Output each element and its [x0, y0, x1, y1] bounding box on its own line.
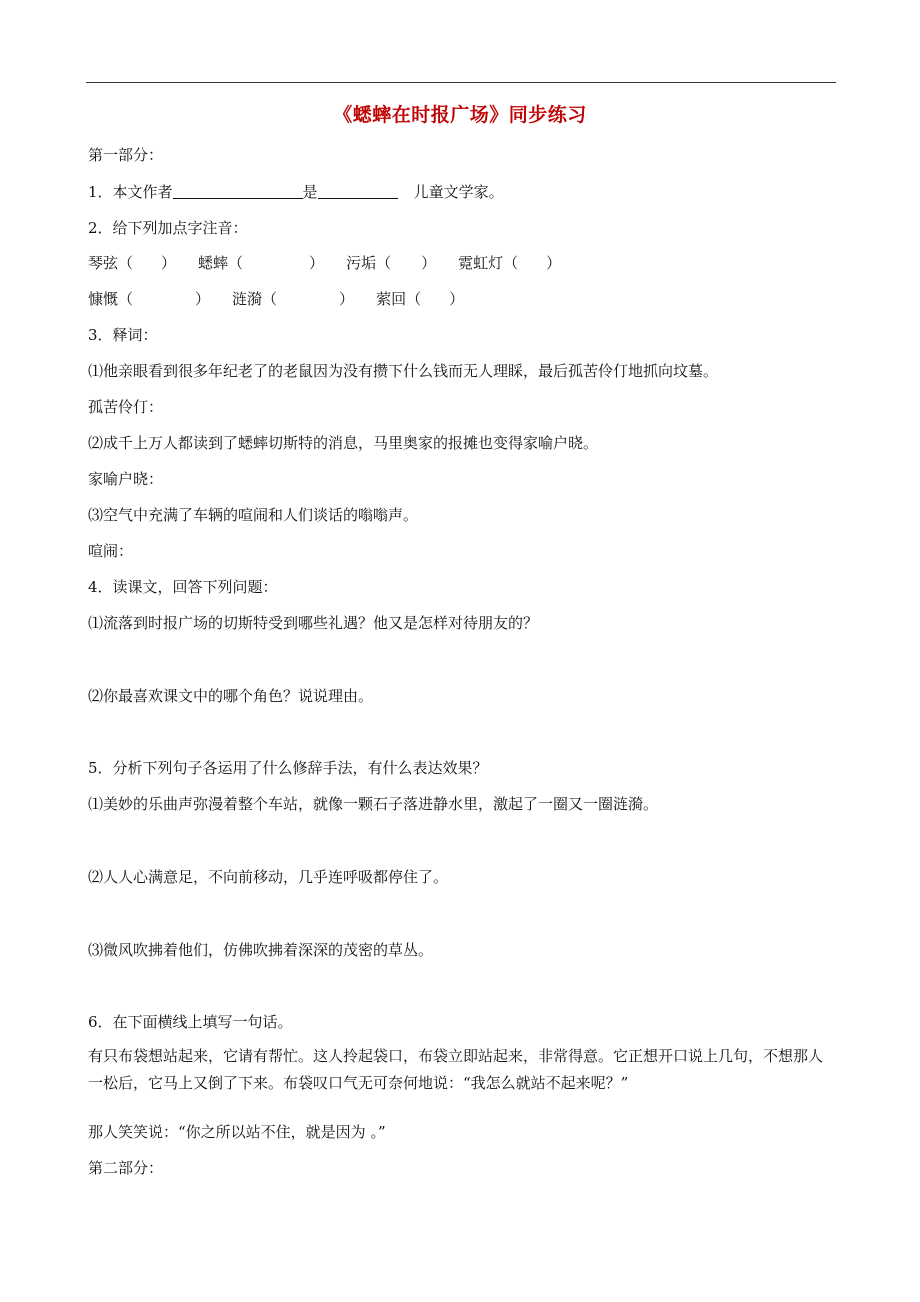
q5-sentence-2: ⑵人人心满意足，不向前移动，几乎连呼吸都停住了。: [88, 868, 449, 886]
question-2-row-2: 慷慨（ ） 涟漪（ ） 萦回（ ）: [88, 290, 465, 308]
q2-word-kangkai: 慷慨（: [88, 290, 134, 308]
q1-suffix: 儿童文学家。: [413, 183, 504, 201]
q1-nationality-blank[interactable]: [318, 182, 398, 199]
q3-word-1: 孤苦伶仃：: [88, 398, 164, 416]
question-2-label: 2．给下列加点字注音：: [88, 219, 248, 237]
q4-sentence-1: ⑴流落到时报广场的切斯特受到哪些礼遇？他又是怎样对待朋友的？: [88, 614, 539, 632]
q5-sentence-1: ⑴美妙的乐曲声弥漫着整个车站，就像一颗石子落进静水里，激起了一圈又一圈涟漪。: [88, 795, 659, 813]
header-rule: [86, 82, 836, 83]
q2-word-nihongdeng: 霓虹灯（: [458, 254, 519, 272]
page-title: 《蟋蟀在时报广场》同步练习: [333, 104, 587, 126]
question-3-label: 3．释词：: [88, 326, 158, 344]
question-5-label: 5．分析下列句子各运用了什么修辞手法，有什么表达效果？: [88, 759, 488, 777]
q6-reply: 那人笑笑说：“你之所以站不住，就是因为 。”: [88, 1123, 386, 1141]
question-4-label: 4．读课文，回答下列问题：: [88, 578, 278, 596]
q3-sentence-2: ⑵成千上万人都读到了蟋蟀切斯特的消息，马里奥家的报摊也变得家喻户晓。: [88, 434, 599, 452]
part2-label: 第二部分：: [88, 1159, 164, 1177]
q5-sentence-3: ⑶微风吹拂着他们，仿佛吹拂着深深的茂密的草丛。: [88, 941, 434, 959]
q3-sentence-1: ⑴他亲眼看到很多年纪老了的老鼠因为没有攒下什么钱而无人理睬，最后孤苦伶仃地抓向坟墓。: [88, 362, 719, 380]
question-1: [88, 182, 504, 202]
q2-word-xishuai: 蟋蟀（: [198, 254, 244, 272]
q3-word-2: 家喻户晓：: [88, 470, 164, 488]
q1-author-blank[interactable]: [173, 182, 303, 199]
q2-word-qinxian: 琴弦（: [88, 254, 134, 272]
q2-word-yinghui: 萦回（: [376, 290, 422, 308]
question-2-row-1: 琴弦（ ） 蟋蟀（ ） 污垢（ ） 霓虹灯（ ）: [88, 254, 562, 272]
part1-label: 第一部分：: [88, 146, 164, 164]
q6-paragraph: 有只布袋想站起来，它请有帮忙。这人拎起袋口，布袋立即站起来，非常得意。它正想开口说上几句，不想那人一松后，它马上又倒了下来。布袋叹口气无可奈何地说：“我怎么就站不起来呢？”: [88, 1047, 824, 1092]
question-6-label: 6．在下面横线上填写一句话。: [88, 1013, 293, 1031]
q2-word-lianyi: 涟漪（: [232, 290, 278, 308]
q2-word-wugou: 污垢（: [346, 254, 392, 272]
q4-sentence-2: ⑵你最喜欢课文中的哪个角色？说说理由。: [88, 687, 374, 705]
q3-sentence-3: ⑶空气中充满了车辆的喧闹和人们谈话的嗡嗡声。: [88, 506, 419, 524]
q1-middle: 是: [302, 183, 318, 201]
q1-prefix: 1．本文作者: [88, 183, 173, 201]
q3-word-3: 喧闹：: [88, 542, 134, 560]
